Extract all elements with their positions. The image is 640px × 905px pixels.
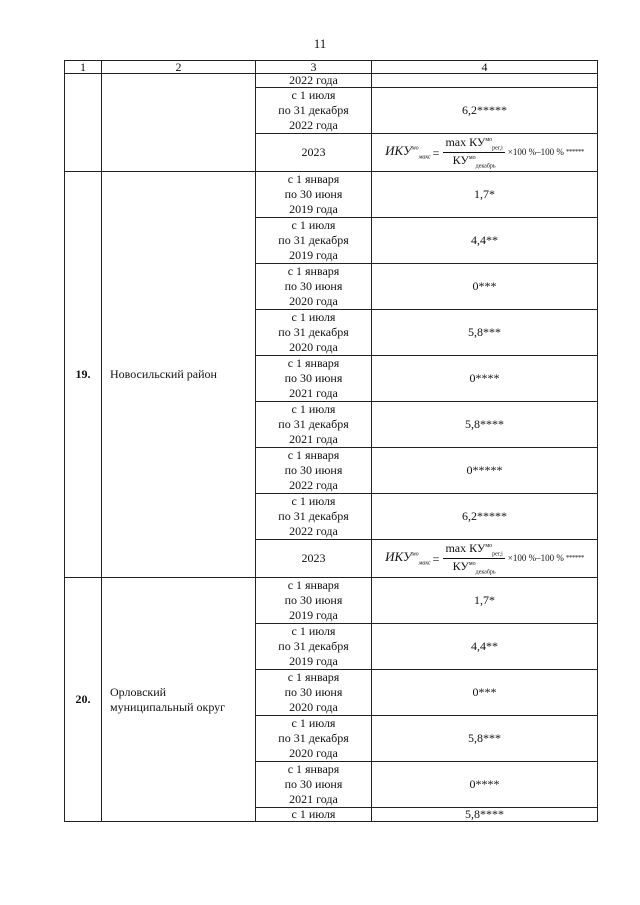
value-text: 6,2***** (462, 509, 507, 523)
value-cell (372, 172, 598, 218)
region-cell (102, 74, 256, 172)
formula-numerator (443, 136, 504, 153)
formula-lhs (385, 550, 431, 567)
formula-numerator (443, 542, 504, 559)
formula-lhs-sup: мо (411, 145, 419, 152)
period-cell (256, 762, 372, 808)
value-cell (372, 264, 598, 310)
formula-equals: = (432, 145, 440, 160)
period-text: 2023 (301, 551, 326, 565)
period-cell (256, 716, 372, 762)
formula-max: max КУ (445, 540, 486, 555)
formula-stars: ****** (565, 554, 584, 562)
formula-tail: ×100 %–100 % (507, 553, 564, 563)
value-cell (372, 448, 598, 494)
period-text: с 1 июля по 31 декабря 2022 года (278, 494, 349, 538)
period-cell (256, 134, 372, 172)
formula-den-sup: мо (468, 155, 476, 161)
formula-den: КУ (452, 559, 469, 573)
period-text: с 1 января по 30 июня 2021 года (284, 356, 343, 400)
table-row (65, 172, 598, 218)
period-cell (256, 88, 372, 134)
header-row (65, 61, 598, 74)
formula-lhs-sub: макс (418, 154, 431, 161)
value-cell (372, 134, 598, 172)
period-text: с 1 июля по 31 декабря 2020 года (278, 310, 349, 354)
table-row (65, 74, 598, 88)
value-cell (372, 88, 598, 134)
period-cell (256, 578, 372, 624)
period-cell (256, 218, 372, 264)
formula-equals: = (432, 551, 440, 566)
page-number: 11 (313, 36, 327, 51)
period-text: с 1 июля по 31 декабря 2021 года (278, 402, 349, 446)
row-number-cell: 20. (65, 578, 102, 822)
period-text: с 1 июля по 31 декабря 2022 года (278, 88, 349, 132)
formula-num-sup: мо (485, 136, 493, 143)
row-number-cell (65, 74, 102, 172)
value-cell (372, 762, 598, 808)
period-text: с 1 января по 30 июня 2021 года (284, 762, 343, 806)
period-text: с 1 июля по 31 декабря 2020 года (278, 716, 349, 760)
value-cell (372, 310, 598, 356)
value-cell (372, 402, 598, 448)
region-cell: Новосильский район (102, 172, 256, 578)
formula-lhs-text: ИКУ (385, 549, 412, 565)
formula-num-sub: рег,i (492, 145, 503, 151)
value-text: 5,8**** (465, 417, 504, 431)
formula-den-sup: мо (468, 561, 476, 567)
value-text: 5,8*** (468, 325, 501, 339)
formula (385, 542, 584, 576)
period-text: с 1 января по 30 июня 2022 года (284, 448, 343, 492)
period-cell (256, 172, 372, 218)
formula-max: max КУ (445, 134, 486, 149)
formula-num-sub: рег,i (492, 551, 503, 557)
value-text: 0**** (469, 777, 500, 791)
period-text: с 1 января по 30 июня 2019 года (284, 172, 343, 216)
formula-lhs-sup: мо (411, 551, 419, 558)
period-cell (256, 540, 372, 578)
value-text: 5,8*** (468, 731, 501, 745)
period-cell (256, 402, 372, 448)
value-text: 4,4** (471, 233, 498, 247)
value-text: 0***** (466, 463, 503, 477)
value-cell (372, 624, 598, 670)
value-cell (372, 670, 598, 716)
header-cell-3: 3 (256, 61, 372, 74)
formula-lhs (385, 144, 431, 161)
period-cell (256, 356, 372, 402)
header-cell-2: 2 (102, 61, 256, 74)
formula-denominator (451, 153, 498, 169)
value-cell (372, 808, 598, 822)
formula-lhs-text: ИКУ (385, 143, 412, 159)
value-text: 1,7* (474, 187, 495, 201)
header-cell-1: 1 (65, 61, 102, 74)
period-text: с 1 января по 30 июня 2020 года (284, 264, 343, 308)
value-cell (372, 578, 598, 624)
period-text: 2023 (301, 145, 326, 159)
value-text: 0**** (469, 371, 500, 385)
period-text: с 1 июля по 31 декабря 2019 года (278, 624, 349, 668)
period-text: с 1 июля (291, 807, 336, 821)
period-cell (256, 310, 372, 356)
table-row (65, 578, 598, 624)
formula-den-sub: декабрь (475, 163, 496, 170)
formula-den: КУ (452, 153, 469, 167)
formula-stars: ****** (565, 148, 584, 156)
value-text: 0*** (472, 279, 497, 293)
value-text: 0*** (472, 685, 497, 699)
row-number-cell: 19. (65, 172, 102, 578)
value-cell (372, 356, 598, 402)
formula-num-sup: мо (485, 542, 493, 549)
formula-den-sub: декабрь (475, 569, 496, 576)
tariff-table (64, 60, 598, 822)
period-cell (256, 448, 372, 494)
formula-lhs-sub: макс (418, 560, 431, 567)
period-cell (256, 808, 372, 822)
formula-fraction (443, 136, 504, 170)
value-text: 4,4** (471, 639, 498, 653)
value-cell (372, 716, 598, 762)
value-cell (372, 540, 598, 578)
period-cell (256, 670, 372, 716)
value-cell (372, 494, 598, 540)
formula-tail: ×100 %–100 % (507, 147, 564, 157)
value-text: 5,8**** (465, 807, 504, 821)
period-cell (256, 494, 372, 540)
period-cell (256, 624, 372, 670)
region-cell: Орловский муниципальный округ (102, 578, 256, 822)
period-text: 2022 года (289, 73, 338, 87)
period-cell (256, 264, 372, 310)
value-cell (372, 74, 598, 88)
value-cell (372, 218, 598, 264)
period-text: с 1 июля по 31 декабря 2019 года (278, 218, 349, 262)
tariff-table-body (65, 61, 598, 822)
header-cell-4: 4 (372, 61, 598, 74)
period-cell (256, 74, 372, 88)
value-text: 1,7* (474, 593, 495, 607)
value-text: 6,2***** (462, 103, 507, 117)
formula-fraction (443, 542, 504, 576)
formula-denominator (451, 559, 498, 575)
period-text: с 1 января по 30 июня 2020 года (284, 670, 343, 714)
period-text: с 1 января по 30 июня 2019 года (284, 578, 343, 622)
formula (385, 136, 584, 170)
